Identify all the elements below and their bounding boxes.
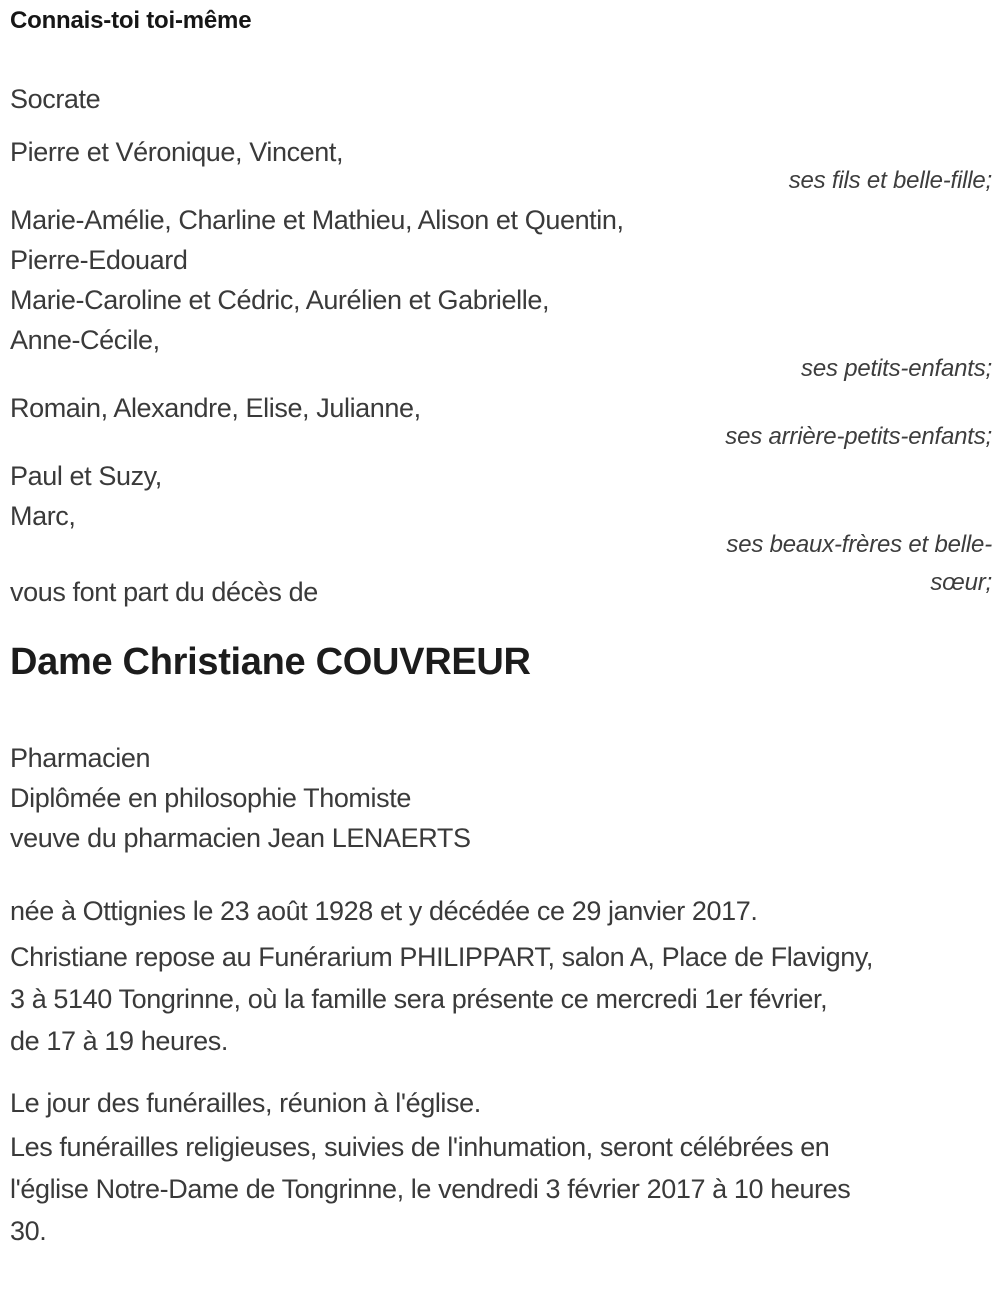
family-names-line: Anne-Cécile, (10, 325, 160, 355)
family-names-line: Pierre et Véronique, Vincent, (10, 137, 344, 167)
family-names-line: Marie-Amélie, Charline et Mathieu, Alison et Quentin, (10, 205, 624, 235)
relation-label: ses petits-enfants; (801, 355, 992, 382)
paragraph-line: née à Ottignies le 23 août 1928 et y décédée ce 29 janvier 2017. (10, 896, 758, 926)
relation-label: ses arrière-petits-enfants; (725, 423, 992, 450)
family-names-line: Marc, (10, 501, 76, 531)
family-names-line: Pierre-Edouard (10, 245, 188, 275)
paragraph (10, 1126, 992, 1252)
paragraph-line: Le jour des funérailles, réunion à l'église. (10, 1088, 481, 1118)
epigraph-quote: Connais-toi toi-même (10, 7, 252, 34)
family-names-line: Paul et Suzy, (10, 461, 162, 491)
paragraph-line: Les funérailles religieuses, suivies de l'inhumation, seront célébrées en (10, 1132, 830, 1162)
announcement-intro: vous font part du décès de (10, 577, 318, 607)
relation-label: ses fils et belle-fille; (788, 167, 992, 194)
deceased-name: Dame Christiane COUVREUR (10, 641, 531, 683)
paragraph (10, 1082, 992, 1124)
paragraph-line: 3 à 5140 Tongrinne, où la famille sera présente ce mercredi 1er février, (10, 984, 828, 1014)
family-list (10, 132, 992, 602)
paragraph-line: Christiane repose au Funérarium PHILIPPART, salon A, Place de Flavigny, (10, 942, 874, 972)
paragraph (10, 890, 992, 932)
relation-label: ses beaux-frères et belle-sœur; (726, 531, 992, 596)
family-names-line: Marie-Caroline et Cédric, Aurélien et Gabrielle, (10, 285, 550, 315)
family-names-line: Romain, Alexandre, Elise, Julianne, (10, 393, 421, 423)
announcement-body (10, 890, 992, 1252)
deceased-title-line: Pharmacien (10, 743, 151, 773)
epigraph-author: Socrate (10, 84, 101, 114)
deceased-titles (10, 738, 992, 858)
deceased-title-line: veuve du pharmacien Jean LENAERTS (10, 823, 471, 853)
paragraph-line: de 17 à 19 heures. (10, 1026, 228, 1056)
paragraph (10, 936, 992, 1062)
paragraph-line: 30. (10, 1216, 47, 1246)
paragraph-line: l'église Notre-Dame de Tongrinne, le vendredi 3 février 2017 à 10 heures (10, 1174, 851, 1204)
deceased-title-line: Diplômée en philosophie Thomiste (10, 783, 411, 813)
